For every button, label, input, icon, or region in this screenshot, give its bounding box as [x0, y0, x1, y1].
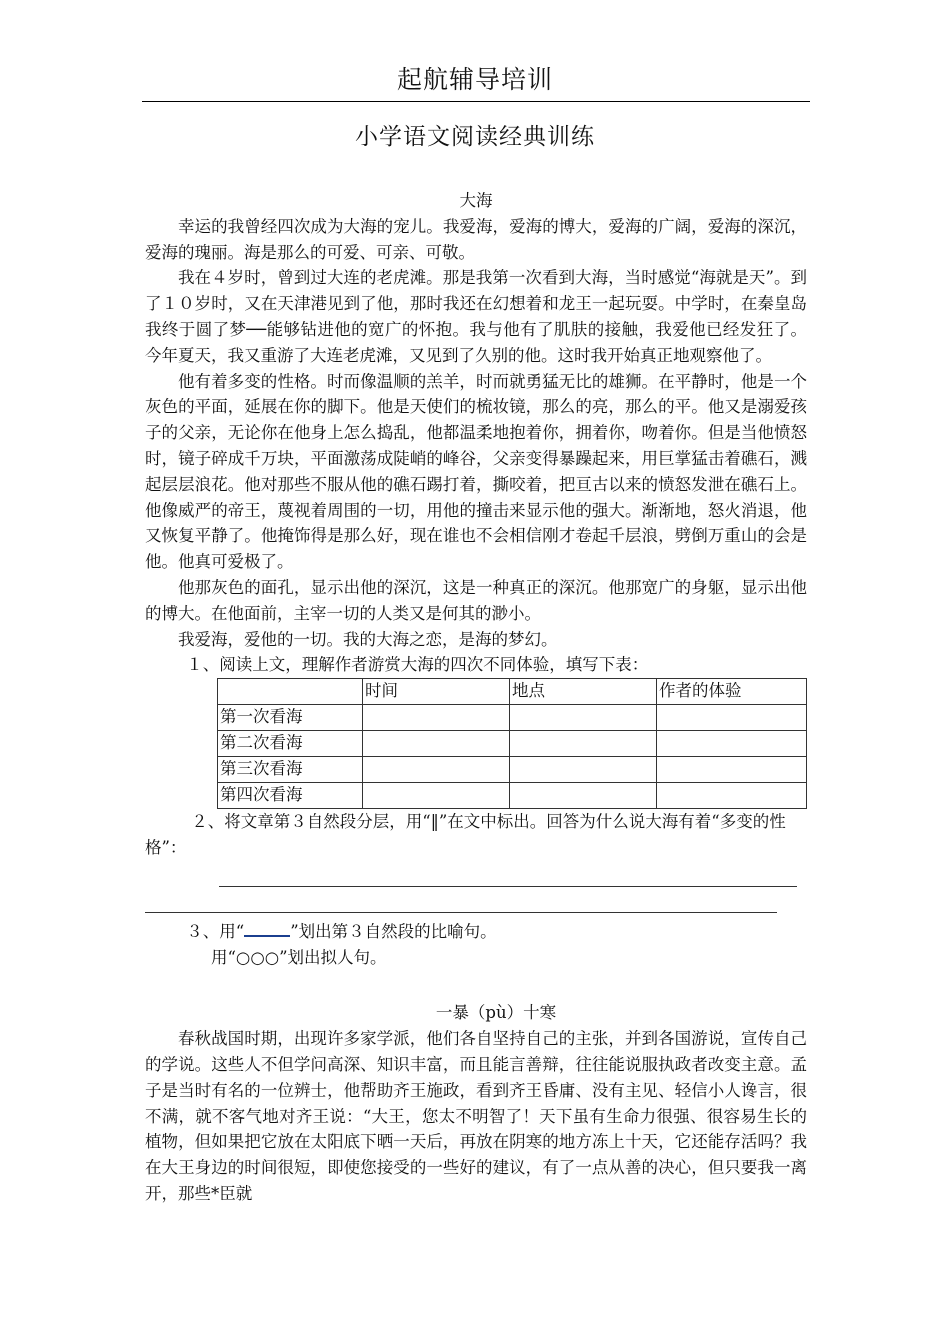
paragraph: 春秋战国时期，出现许多家学派，他们各自坚持自己的主张，并到各国游说，宣传自己的学说。这些人不但学问高深、知识丰富，而且能言善辩，往往能说服执政者改变主意。孟子是当时有名的一位辨士，他帮助齐王施政，看到齐王昏庸、没有主见、轻信小人谗言，很不满，就不客气地对齐王说：“大王，您太不明智了！天下虽有生命力很强、很容易生长的植物，但如果把它放在太阳底下晒一天后，再放在阴寒的地方冻上十天，它还能存活吗？我在大王身边的时间很短，即使您接受的一些好的建议，有了一点从善的决心，但只要我一离开，那些*臣就 [145, 1029, 807, 1203]
answer-cell[interactable] [363, 757, 510, 783]
table-header-cell [218, 679, 363, 705]
row-label: 第三次看海 [218, 757, 363, 783]
question-3-prefix: ３、用“ [186, 921, 245, 941]
paragraph: 幸运的我曾经四次成为大海的宠儿。我爱海，爱海的博大，爱海的广阔，爱海的深沉，爱海的瑰丽。海是那么的可爱、可亲、可敬。 [145, 216, 807, 262]
table-row [218, 783, 807, 809]
table-header-cell: 作者的体验 [657, 679, 807, 705]
question-2: ２、将文章第３自然段分层，用“‖”在文中标出。回答为什么说大海有着“多变的性格”： [145, 812, 786, 857]
row-label: 第一次看海 [218, 705, 363, 731]
question-3 [145, 917, 807, 945]
table-header-cell: 时间 [363, 679, 510, 705]
row-label: 第二次看海 [218, 731, 363, 757]
experience-table [217, 678, 807, 809]
answer-line[interactable] [219, 861, 797, 887]
paragraph: 他那灰色的面孔，显示出他的深沉，这是一种真正的深沉。他那宽广的身躯，显示出他的博大。在他面前，主宰一切的人类又是何其的渺小。 [145, 577, 807, 623]
paragraph: 他有着多变的性格。时而像温顺的羔羊，时而就勇猛无比的雄狮。在平静时，他是一个灰色的平面，延展在你的脚下。他是天使们的梳妆镜，那么的亮，那么的平。他又是溺爱孩子的父亲，无论你在他身上怎么捣乱，他都温柔地抱着你，拥着你，吻着你。但是当他愤怒时，镜子碎成千万块，平面激荡成陡峭的峰谷，父亲变得暴躁起来，用巨掌猛击着礁石，溅起层层浪花。他对那些不服从他的礁石踢打着，撕咬着，把亘古以来的愤怒发泄在礁石上。他像威严的帝王，蔑视着周围的一切，用他的撞击来显示他的强大。渐渐地，怒火消退，他又恢复平静了。他掩饰得是那么好，现在谁也不会相信刚才卷起千层浪，劈倒万重山的会是他。他真可爱极了。 [145, 371, 807, 572]
header-divider [142, 101, 810, 102]
paragraph: 我爱海，爱他的一切。我的大海之恋，是海的梦幻。 [178, 629, 558, 649]
table-row [218, 705, 807, 731]
underline-blank [244, 917, 290, 937]
answer-cell[interactable] [657, 705, 807, 731]
answer-cell[interactable] [363, 783, 510, 809]
article-title: 大海 [459, 191, 493, 210]
answer-cell[interactable] [657, 731, 807, 757]
table-header-cell: 地点 [510, 679, 657, 705]
article-title: 一暴（pù）十寒 [435, 1003, 557, 1023]
document-body [145, 188, 807, 1207]
paragraph: 我在４岁时，曾到过大连的老虎滩。那是我第一次看到大海，当时感觉“海就是天”。到了１０岁时，又在天津港见到了他，那时我还在幻想着和龙王一起玩耍。中学时，在秦皇岛我终于圆了梦──能够钻进他的宽广的怀抱。我与他有了肌肤的接触，我爱他已经发狂了。今年夏天，我又重游了大连老虎滩，又见到了久别的他。这时我开始真正地观察他了。 [145, 268, 807, 365]
answer-cell[interactable] [510, 757, 657, 783]
answer-cell[interactable] [510, 783, 657, 809]
header-title: 起航辅导培训 [396, 65, 553, 94]
question-3-suffix: ”划出第３自然段的比喻句。 [290, 921, 497, 941]
question-3b: 用“○○○”划出拟人句。 [211, 947, 387, 967]
answer-cell[interactable] [657, 783, 807, 809]
answer-cell[interactable] [657, 757, 807, 783]
table-row [218, 731, 807, 757]
question-1: １、阅读上文，理解作者游赏大海的四次不同体验，填写下表： [186, 655, 649, 675]
section-gap [145, 970, 807, 1000]
table-header-row [218, 679, 807, 705]
table-row [218, 757, 807, 783]
answer-cell[interactable] [510, 731, 657, 757]
answer-line[interactable] [145, 887, 777, 913]
row-label: 第四次看海 [218, 783, 363, 809]
answer-cell[interactable] [363, 731, 510, 757]
answer-cell[interactable] [363, 705, 510, 731]
document-title: 小学语文阅读经典训练 [355, 124, 595, 150]
answer-cell[interactable] [510, 705, 657, 731]
